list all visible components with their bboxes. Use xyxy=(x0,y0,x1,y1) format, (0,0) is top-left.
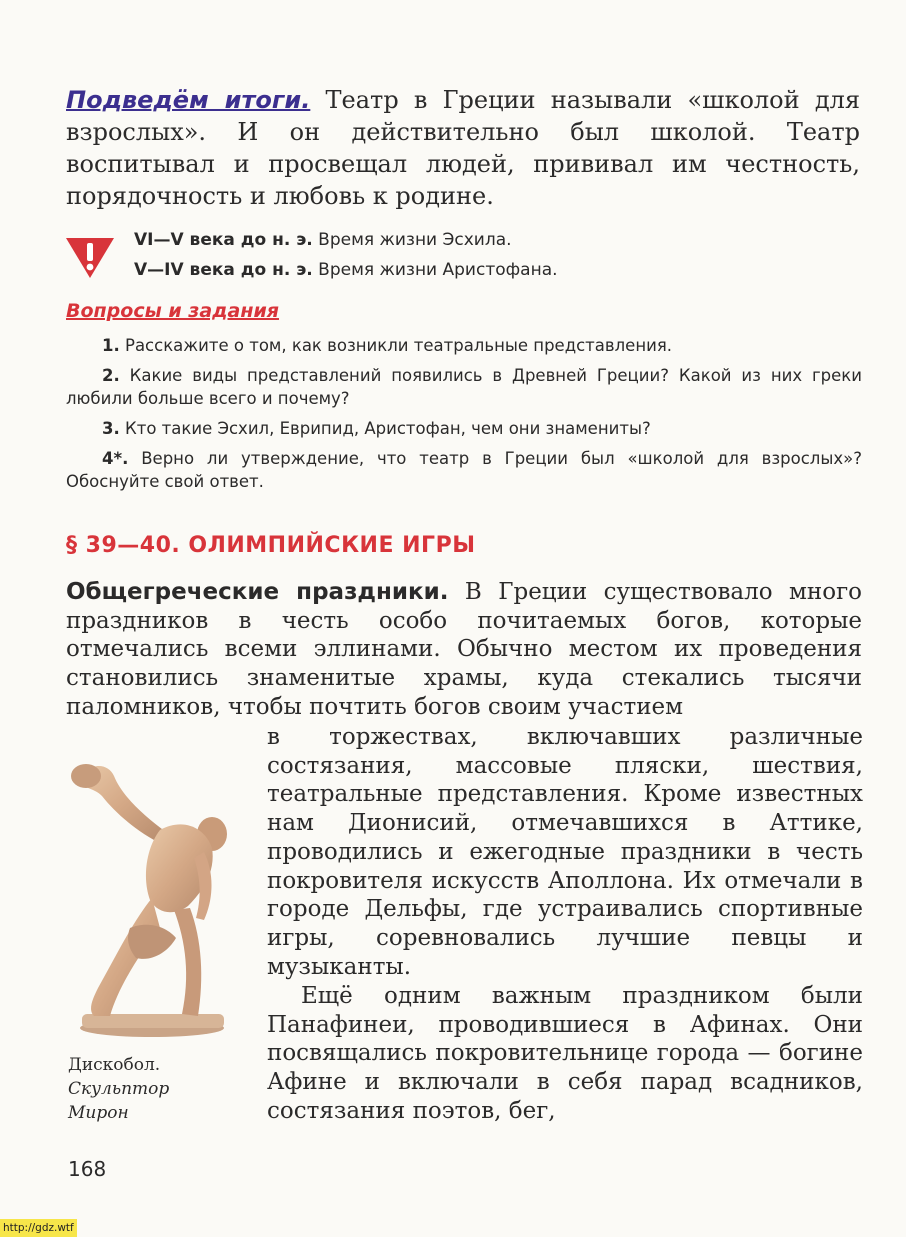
question-item xyxy=(66,417,862,440)
question-number: 1. xyxy=(102,336,120,355)
question-number: 4*. xyxy=(102,449,129,468)
question-text: Расскажите о том, как возникли театральные представления. xyxy=(119,336,673,355)
summary-heading: Подведём итоги. xyxy=(66,86,311,114)
date-text: Время жизни Аристофана. xyxy=(312,260,558,280)
question-number: 3. xyxy=(102,419,120,438)
question-item xyxy=(66,364,862,410)
date-text: Время жизни Эсхила. xyxy=(312,230,512,250)
question-text: Верно ли утверждение, что театр в Греции был «школой для взрослых»? Обоснуйте свой ответ. xyxy=(66,449,862,491)
caption-title: Дискобол. xyxy=(68,1055,161,1075)
discobolus-statue-image xyxy=(64,752,242,1038)
question-item xyxy=(66,334,862,357)
figure-caption xyxy=(68,1053,169,1125)
watermark-link[interactable]: http://gdz.wtf xyxy=(0,1219,77,1237)
article-paragraph-2: в торжествах, включавших различные состязания, массовые пляски, шествия, театральные представления. Кроме известных нам Дионисий, отмечавшихся в Аттике, проводились и ежегодные праздники в честь покровителя искусств Аполлона. Их отмечали в городе Дельфы, где устраивались спортивные игры, соревновались лучшие певцы и музыканты. xyxy=(267,724,863,980)
question-text: Какие виды представлений появились в Древней Греции? Какой из них греки любили больше всего и почему? xyxy=(66,366,862,408)
article-text-1: В Греции существовало много праздников в честь особо почитаемых богов, которые отмечались всеми эллинами. Обычно местом их проведения становились знаменитые храмы, куда стекались тысячи паломников, чтобы почтить богов своим участием xyxy=(66,579,862,720)
article-lead: Общегреческие праздники. xyxy=(66,579,449,605)
questions-list xyxy=(66,334,862,500)
exclamation-warning-icon xyxy=(66,234,114,278)
date-line-aristophanes xyxy=(134,258,558,282)
question-text: Кто такие Эсхил, Еврипид, Аристофан, чем они знамениты? xyxy=(119,419,651,438)
questions-title: Вопросы и задания xyxy=(66,300,279,322)
date-period: V—IV века до н. э. xyxy=(134,260,313,280)
section-title: § 39—40. ОЛИМПИЙСКИЕ ИГРЫ xyxy=(66,533,476,558)
caption-sculptor: Скульптор xyxy=(68,1079,170,1099)
caption-name: Мирон xyxy=(68,1103,129,1123)
article-paragraph-1 xyxy=(66,578,862,722)
question-item xyxy=(66,447,862,493)
summary-paragraph xyxy=(66,84,860,212)
date-line-aeschylus xyxy=(134,228,512,252)
question-number: 2. xyxy=(102,366,120,385)
article-paragraph-3: Ещё одним важным праздником были Панафинеи, проводившиеся в Афинах. Они посвящались покровительнице города — богине Афине и включали в себя парад всадников, состязания поэтов, бег, xyxy=(267,983,863,1124)
page-number: 168 xyxy=(68,1157,107,1181)
summary-text: Театр в Греции называли «школой для взрослых». И он действительно был школой. Театр воспитывал и просвещал людей, прививал им честность, порядочность и любовь к родине. xyxy=(66,86,860,210)
date-period: VI—V века до н. э. xyxy=(134,230,313,250)
